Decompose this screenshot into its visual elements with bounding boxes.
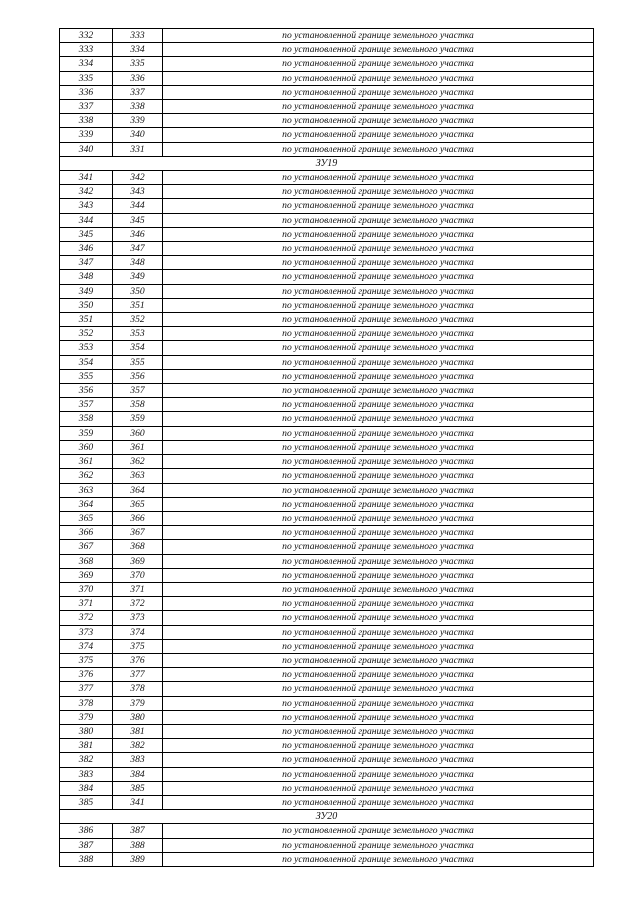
point-to-cell: 373 <box>113 611 163 625</box>
point-to-cell: 345 <box>113 213 163 227</box>
point-to-cell: 367 <box>113 526 163 540</box>
point-from-cell: 379 <box>60 710 113 724</box>
point-from-cell: 350 <box>60 298 113 312</box>
point-to-cell: 382 <box>113 739 163 753</box>
table-row <box>60 497 594 511</box>
point-to-cell: 336 <box>113 71 163 85</box>
point-to-cell: 343 <box>113 185 163 199</box>
point-to-cell: 374 <box>113 625 163 639</box>
point-to-cell: 355 <box>113 355 163 369</box>
boundary-description-cell: по установленной границе земельного участка <box>163 582 594 596</box>
table-row <box>60 313 594 327</box>
boundary-description-cell: по установленной границе земельного участка <box>163 298 594 312</box>
point-to-cell: 368 <box>113 540 163 554</box>
boundary-description-cell: по установленной границе земельного участка <box>163 625 594 639</box>
point-from-cell: 348 <box>60 270 113 284</box>
boundary-description-cell: по установленной границе земельного участка <box>163 199 594 213</box>
boundary-description-cell: по установленной границе земельного участка <box>163 85 594 99</box>
boundary-description-cell: по установленной границе земельного участка <box>163 327 594 341</box>
boundary-description-cell: по установленной границе земельного участка <box>163 455 594 469</box>
table-row <box>60 384 594 398</box>
point-from-cell: 341 <box>60 171 113 185</box>
point-from-cell: 349 <box>60 284 113 298</box>
table-row <box>60 29 594 43</box>
point-from-cell: 361 <box>60 455 113 469</box>
table-row <box>60 426 594 440</box>
point-from-cell: 366 <box>60 526 113 540</box>
boundary-description-cell: по установленной границе земельного участка <box>163 639 594 653</box>
point-from-cell: 334 <box>60 57 113 71</box>
boundary-description-cell: по установленной границе земельного участка <box>163 653 594 667</box>
table-row <box>60 43 594 57</box>
point-to-cell: 337 <box>113 85 163 99</box>
table-row <box>60 753 594 767</box>
point-to-cell: 380 <box>113 710 163 724</box>
point-from-cell: 387 <box>60 838 113 852</box>
point-from-cell: 359 <box>60 426 113 440</box>
point-from-cell: 381 <box>60 739 113 753</box>
point-to-cell: 348 <box>113 256 163 270</box>
boundary-description-cell: по установленной границе земельного участка <box>163 412 594 426</box>
point-to-cell: 344 <box>113 199 163 213</box>
table-row <box>60 327 594 341</box>
point-from-cell: 354 <box>60 355 113 369</box>
boundary-description-cell: по установленной границе земельного участка <box>163 142 594 156</box>
table-row <box>60 114 594 128</box>
point-from-cell: 357 <box>60 398 113 412</box>
boundary-description-cell: по установленной границе земельного участка <box>163 29 594 43</box>
point-from-cell: 336 <box>60 85 113 99</box>
table-row <box>60 171 594 185</box>
point-from-cell: 388 <box>60 852 113 866</box>
boundary-description-cell: по установленной границе земельного участка <box>163 597 594 611</box>
point-to-cell: 333 <box>113 29 163 43</box>
table-row <box>60 838 594 852</box>
boundary-description-cell: по установленной границе земельного участка <box>163 682 594 696</box>
table-row <box>60 597 594 611</box>
table-row <box>60 185 594 199</box>
table-row <box>60 355 594 369</box>
point-to-cell: 342 <box>113 171 163 185</box>
table-row <box>60 100 594 114</box>
boundary-description-cell: по установленной границе земельного участка <box>163 511 594 525</box>
boundary-description-cell: по установленной границе земельного участка <box>163 767 594 781</box>
point-from-cell: 355 <box>60 369 113 383</box>
boundary-description-cell: по установленной границе земельного участка <box>163 313 594 327</box>
table-row <box>60 739 594 753</box>
boundary-description-cell: по установленной границе земельного участка <box>163 185 594 199</box>
table-row <box>60 653 594 667</box>
point-from-cell: 380 <box>60 724 113 738</box>
table-row <box>60 57 594 71</box>
boundary-description-cell: по установленной границе земельного участка <box>163 724 594 738</box>
point-to-cell: 388 <box>113 838 163 852</box>
table-row <box>60 256 594 270</box>
boundary-description-cell: по установленной границе земельного участка <box>163 838 594 852</box>
boundary-description-cell: по установленной границе земельного участка <box>163 852 594 866</box>
table-row <box>60 540 594 554</box>
point-to-cell: 361 <box>113 440 163 454</box>
boundary-description-cell: по установленной границе земельного участка <box>163 483 594 497</box>
point-from-cell: 384 <box>60 781 113 795</box>
point-from-cell: 332 <box>60 29 113 43</box>
boundary-table <box>59 28 594 867</box>
point-to-cell: 351 <box>113 298 163 312</box>
table-row <box>60 639 594 653</box>
boundary-description-cell: по установленной границе земельного участка <box>163 824 594 838</box>
table-row <box>60 554 594 568</box>
point-from-cell: 344 <box>60 213 113 227</box>
point-to-cell: 363 <box>113 469 163 483</box>
table-row <box>60 284 594 298</box>
point-from-cell: 368 <box>60 554 113 568</box>
boundary-description-cell: по установленной границе земельного участка <box>163 71 594 85</box>
point-to-cell: 358 <box>113 398 163 412</box>
table-row <box>60 668 594 682</box>
point-from-cell: 374 <box>60 639 113 653</box>
table-row <box>60 455 594 469</box>
boundary-description-cell: по установленной границе земельного участка <box>163 568 594 582</box>
table-row <box>60 511 594 525</box>
boundary-description-cell: по установленной границе земельного участка <box>163 284 594 298</box>
point-to-cell: 356 <box>113 369 163 383</box>
point-to-cell: 362 <box>113 455 163 469</box>
point-to-cell: 349 <box>113 270 163 284</box>
point-from-cell: 360 <box>60 440 113 454</box>
table-row <box>60 582 594 596</box>
point-to-cell: 378 <box>113 682 163 696</box>
point-from-cell: 358 <box>60 412 113 426</box>
point-to-cell: 377 <box>113 668 163 682</box>
boundary-description-cell: по установленной границе земельного участка <box>163 114 594 128</box>
table-row <box>60 483 594 497</box>
point-from-cell: 333 <box>60 43 113 57</box>
table-row <box>60 568 594 582</box>
point-to-cell: 376 <box>113 653 163 667</box>
point-to-cell: 354 <box>113 341 163 355</box>
point-to-cell: 375 <box>113 639 163 653</box>
point-from-cell: 337 <box>60 100 113 114</box>
boundary-description-cell: по установленной границе земельного участка <box>163 384 594 398</box>
table-row <box>60 696 594 710</box>
point-from-cell: 375 <box>60 653 113 667</box>
table-row <box>60 724 594 738</box>
boundary-description-cell: по установленной границе земельного участка <box>163 795 594 809</box>
point-from-cell: 343 <box>60 199 113 213</box>
boundary-description-cell: по установленной границе земельного участка <box>163 526 594 540</box>
table-row <box>60 611 594 625</box>
point-from-cell: 340 <box>60 142 113 156</box>
point-to-cell: 341 <box>113 795 163 809</box>
point-to-cell: 366 <box>113 511 163 525</box>
point-from-cell: 347 <box>60 256 113 270</box>
table-row <box>60 71 594 85</box>
boundary-description-cell: по установленной границе земельного участка <box>163 100 594 114</box>
point-to-cell: 364 <box>113 483 163 497</box>
point-from-cell: 352 <box>60 327 113 341</box>
point-from-cell: 372 <box>60 611 113 625</box>
point-from-cell: 345 <box>60 227 113 241</box>
boundary-description-cell: по установленной границе земельного участка <box>163 469 594 483</box>
point-from-cell: 371 <box>60 597 113 611</box>
boundary-description-cell: по установленной границе земельного участка <box>163 341 594 355</box>
point-from-cell: 351 <box>60 313 113 327</box>
boundary-table-body <box>60 29 594 867</box>
table-row <box>60 298 594 312</box>
document-page <box>59 28 593 867</box>
boundary-description-cell: по установленной границе земельного участка <box>163 57 594 71</box>
boundary-description-cell: по установленной границе земельного участка <box>163 426 594 440</box>
table-row <box>60 824 594 838</box>
point-from-cell: 376 <box>60 668 113 682</box>
point-to-cell: 384 <box>113 767 163 781</box>
group-header-row <box>60 156 594 170</box>
boundary-description-cell: по установленной границе земельного участка <box>163 355 594 369</box>
point-to-cell: 369 <box>113 554 163 568</box>
point-to-cell: 347 <box>113 242 163 256</box>
table-row <box>60 227 594 241</box>
table-row <box>60 795 594 809</box>
point-from-cell: 370 <box>60 582 113 596</box>
boundary-description-cell: по установленной границе земельного участка <box>163 739 594 753</box>
point-to-cell: 340 <box>113 128 163 142</box>
boundary-description-cell: по установленной границе земельного участка <box>163 497 594 511</box>
point-from-cell: 385 <box>60 795 113 809</box>
boundary-description-cell: по установленной границе земельного участка <box>163 753 594 767</box>
point-to-cell: 331 <box>113 142 163 156</box>
boundary-description-cell: по установленной границе земельного участка <box>163 611 594 625</box>
point-to-cell: 389 <box>113 852 163 866</box>
table-row <box>60 398 594 412</box>
table-row <box>60 710 594 724</box>
boundary-description-cell: по установленной границе земельного участка <box>163 213 594 227</box>
point-to-cell: 352 <box>113 313 163 327</box>
boundary-description-cell: по установленной границе земельного участка <box>163 256 594 270</box>
boundary-description-cell: по установленной границе земельного участка <box>163 242 594 256</box>
boundary-description-cell: по установленной границе земельного участка <box>163 540 594 554</box>
group-label: ЗУ19 <box>60 156 594 170</box>
point-to-cell: 357 <box>113 384 163 398</box>
boundary-description-cell: по установленной границе земельного участка <box>163 710 594 724</box>
boundary-description-cell: по установленной границе земельного участка <box>163 668 594 682</box>
table-row <box>60 242 594 256</box>
point-to-cell: 360 <box>113 426 163 440</box>
point-from-cell: 356 <box>60 384 113 398</box>
table-row <box>60 440 594 454</box>
point-to-cell: 381 <box>113 724 163 738</box>
table-row <box>60 682 594 696</box>
point-to-cell: 372 <box>113 597 163 611</box>
table-row <box>60 369 594 383</box>
point-from-cell: 338 <box>60 114 113 128</box>
boundary-description-cell: по установленной границе земельного участка <box>163 43 594 57</box>
table-row <box>60 412 594 426</box>
point-to-cell: 346 <box>113 227 163 241</box>
table-row <box>60 142 594 156</box>
point-to-cell: 385 <box>113 781 163 795</box>
point-from-cell: 386 <box>60 824 113 838</box>
point-from-cell: 364 <box>60 497 113 511</box>
table-row <box>60 526 594 540</box>
table-row <box>60 852 594 866</box>
point-to-cell: 370 <box>113 568 163 582</box>
boundary-description-cell: по установленной границе земельного участка <box>163 554 594 568</box>
point-to-cell: 383 <box>113 753 163 767</box>
group-label: ЗУ20 <box>60 810 594 824</box>
point-to-cell: 335 <box>113 57 163 71</box>
table-row <box>60 128 594 142</box>
point-to-cell: 359 <box>113 412 163 426</box>
point-from-cell: 363 <box>60 483 113 497</box>
boundary-description-cell: по установленной границе земельного участка <box>163 440 594 454</box>
table-row <box>60 85 594 99</box>
point-from-cell: 342 <box>60 185 113 199</box>
point-from-cell: 377 <box>60 682 113 696</box>
group-header-row <box>60 810 594 824</box>
point-from-cell: 362 <box>60 469 113 483</box>
boundary-description-cell: по установленной границе земельного участка <box>163 270 594 284</box>
table-row <box>60 341 594 355</box>
point-from-cell: 378 <box>60 696 113 710</box>
table-row <box>60 625 594 639</box>
boundary-description-cell: по установленной границе земельного участка <box>163 369 594 383</box>
table-row <box>60 767 594 781</box>
point-to-cell: 371 <box>113 582 163 596</box>
point-from-cell: 365 <box>60 511 113 525</box>
point-to-cell: 350 <box>113 284 163 298</box>
boundary-description-cell: по установленной границе земельного участка <box>163 227 594 241</box>
point-from-cell: 335 <box>60 71 113 85</box>
table-row <box>60 213 594 227</box>
point-from-cell: 373 <box>60 625 113 639</box>
point-to-cell: 339 <box>113 114 163 128</box>
boundary-description-cell: по установленной границе земельного участка <box>163 128 594 142</box>
boundary-description-cell: по установленной границе земельного участка <box>163 171 594 185</box>
point-to-cell: 353 <box>113 327 163 341</box>
point-from-cell: 339 <box>60 128 113 142</box>
table-row <box>60 199 594 213</box>
table-row <box>60 781 594 795</box>
point-to-cell: 365 <box>113 497 163 511</box>
table-row <box>60 469 594 483</box>
point-from-cell: 383 <box>60 767 113 781</box>
boundary-description-cell: по установленной границе земельного участка <box>163 781 594 795</box>
boundary-description-cell: по установленной границе земельного участка <box>163 696 594 710</box>
point-from-cell: 369 <box>60 568 113 582</box>
point-from-cell: 382 <box>60 753 113 767</box>
boundary-description-cell: по установленной границе земельного участка <box>163 398 594 412</box>
table-row <box>60 270 594 284</box>
point-to-cell: 379 <box>113 696 163 710</box>
point-from-cell: 367 <box>60 540 113 554</box>
point-to-cell: 338 <box>113 100 163 114</box>
point-to-cell: 387 <box>113 824 163 838</box>
point-from-cell: 346 <box>60 242 113 256</box>
point-to-cell: 334 <box>113 43 163 57</box>
point-from-cell: 353 <box>60 341 113 355</box>
